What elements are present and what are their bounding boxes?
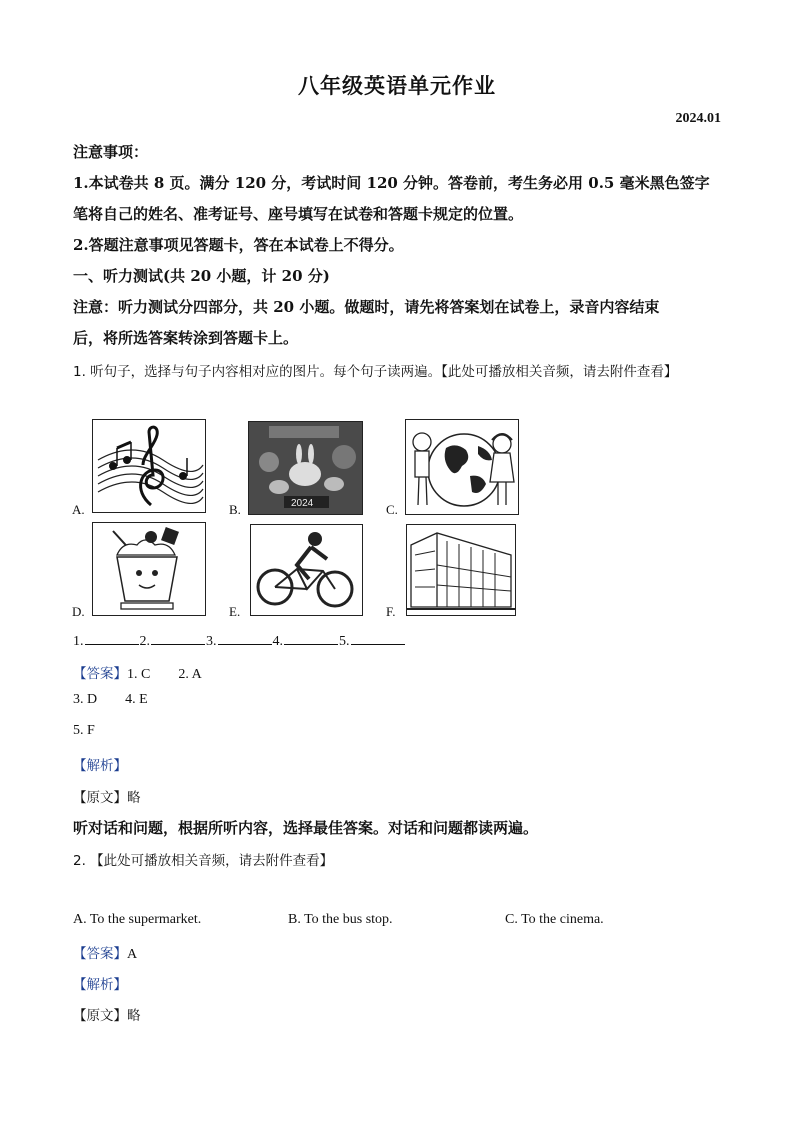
- blank-5[interactable]: [351, 632, 405, 645]
- question-2-prompt: 2. 【此处可播放相关音频，请去附件查看】: [73, 853, 334, 869]
- image-e-letter: E.: [229, 604, 241, 619]
- music-notes-icon: [92, 419, 206, 513]
- blank-2[interactable]: [151, 632, 205, 645]
- cyclist-icon: [250, 524, 363, 616]
- question-2-answer: 【答案】A: [73, 946, 138, 962]
- question-1-answer-row-3: 5. F: [73, 723, 95, 738]
- ice-cream-cup-icon: [92, 522, 206, 616]
- question-2-option-c[interactable]: C. To the cinema.: [505, 912, 604, 927]
- image-d-letter: D.: [72, 604, 85, 619]
- section-1-heading: 一、听力测试(共 20 小题，计 20 分): [73, 267, 330, 285]
- notes-item-1-line-1: 1.本试卷共 8 页。满分 120 分，考试时间 120 分钟。答卷前，考生务必用 0.5 毫米黑色签字: [73, 174, 710, 192]
- answer-label: 【答案】: [73, 666, 127, 682]
- image-c-letter: C.: [386, 502, 398, 517]
- question-2-analysis-label: 【解析】: [73, 977, 127, 993]
- blank-3[interactable]: [218, 632, 272, 645]
- notes-heading: 注意事项：: [73, 143, 149, 161]
- image-b-letter: B.: [229, 502, 241, 517]
- question-1-answer-row-2: 3. D 4. E: [73, 692, 148, 707]
- blank-4[interactable]: [284, 632, 338, 645]
- page-title: 八年级英语单元作业: [298, 73, 496, 98]
- svg-text:2024: 2024: [291, 498, 314, 509]
- question-2-option-a[interactable]: A. To the supermarket.: [73, 912, 202, 927]
- rabbit-2024-poster-icon: [248, 421, 363, 515]
- question-1-prompt: 1. 听句子，选择与句子内容相对应的图片。每个句子读两遍。【此处可播放相关音频，请去附件查看】: [73, 364, 678, 380]
- section-1-note-line-1: 注意：听力测试分四部分，共 20 小题。做题时，请先将答案划在试卷上，录音内容结束: [73, 298, 660, 316]
- question-2-option-b[interactable]: B. To the bus stop.: [288, 912, 393, 927]
- image-f-letter: F.: [386, 604, 396, 619]
- question-1-answer-row-1: 【答案】1. C 2. A: [73, 666, 202, 682]
- blank-1[interactable]: [85, 632, 139, 645]
- exam-date: 2024.01: [675, 111, 721, 126]
- question-1-blanks: 1. 2. 3. 4. 5.: [73, 632, 406, 650]
- building-icon: [406, 524, 516, 616]
- image-a-letter: A.: [72, 502, 85, 517]
- question-1-original: 【原文】略: [73, 790, 141, 806]
- question-2-original: 【原文】略: [73, 1008, 141, 1024]
- notes-item-2: 2.答题注意事项见答题卡，答在本试卷上不得分。: [73, 236, 404, 254]
- notes-item-1-line-2: 笔将自己的姓名、准考证号、座号填写在试卷和答题卡规定的位置。: [73, 205, 524, 223]
- section-1-note-line-2: 后，将所选答案转涂到答题卡上。: [73, 329, 299, 347]
- question-1-analysis-label: 【解析】: [73, 758, 127, 774]
- dialog-section-instruction: 听对话和问题，根据所听内容，选择最佳答案。对话和问题都读两遍。: [73, 819, 539, 837]
- children-globe-icon: [405, 419, 519, 515]
